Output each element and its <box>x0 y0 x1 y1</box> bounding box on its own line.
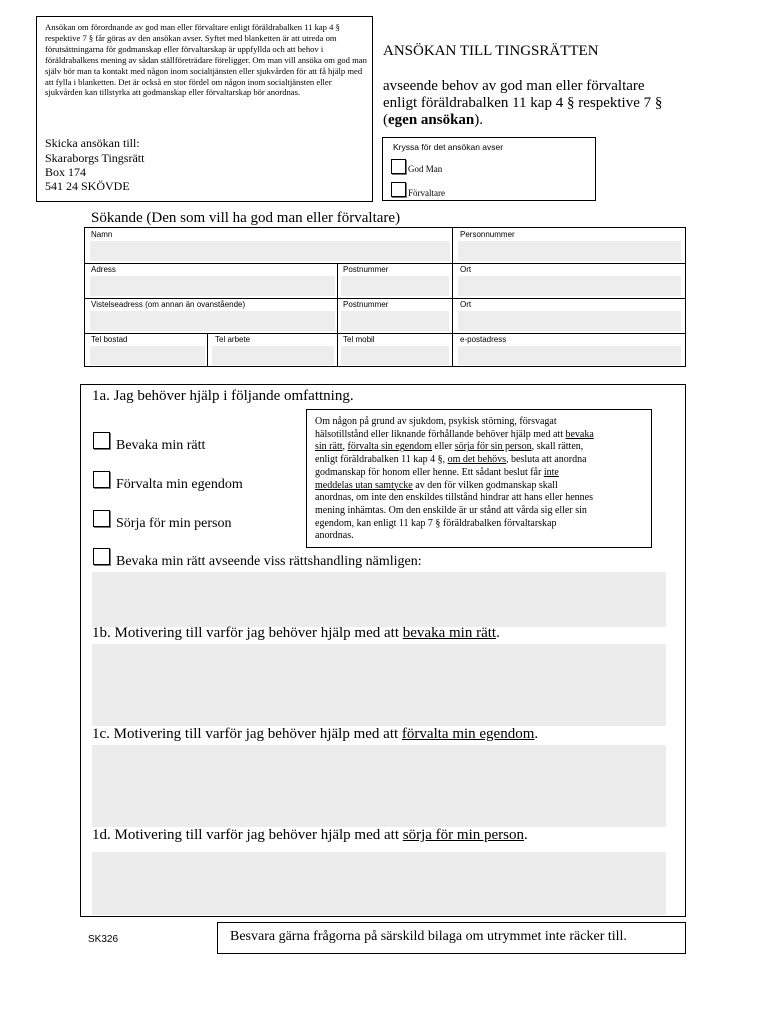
note-underline: inte <box>543 466 559 478</box>
note-text: godmanskap för honom eller henne. Ett sådant beslut får <box>315 466 544 478</box>
note-underline: förvalta sin egendom <box>347 441 432 453</box>
ort2-label: Ort <box>460 300 472 309</box>
note-underline: om det behövs <box>447 454 506 466</box>
q1d-textarea[interactable] <box>92 852 666 915</box>
info-text: Ansökan om förordnande av god man eller förvaltare enligt föräldrabalken 11 kap 4 § respektive 7 § får göras av den ansökan avser. Syftet med blanketten är att utreda om förutsättningarna för godmanskap eller förvaltarskap är uppfyllda och att behov i föräldrabalkens mening av sådan ställföreträdare föreligger. Om man vill ansöka om god man själv bör man ta kontakt med någon inom socialtjänsten eller sjukvården för att få hjälp med att fylla i blanketten. Det är också en stor fördel om någon inom socialtjänsten eller sjukvården kan tillstyrka att godmanskap eller förvaltarskap bör anordnas. <box>45 22 367 98</box>
note-underline: sörja för sin person <box>454 441 532 453</box>
bevaka-label: Bevaka min rätt <box>116 438 206 453</box>
footer-note-box <box>217 922 686 954</box>
sorja-label: Sörja för min person <box>116 516 232 531</box>
applicant-heading: Sökande (Den som vill ha god man eller förvaltare) <box>91 210 401 226</box>
address-field[interactable] <box>90 276 335 296</box>
tel-arbete-field[interactable] <box>212 346 334 365</box>
name-field[interactable] <box>90 241 450 261</box>
note-line <box>315 467 649 480</box>
note-text: , skall rätten, <box>531 441 584 453</box>
viss-rattshandling-textarea[interactable] <box>92 572 666 627</box>
q1c-period: . <box>534 726 539 742</box>
section-1a-heading: 1a. Jag behöver hjälp i följande omfattning. <box>92 388 354 404</box>
vistelseadress-field[interactable] <box>90 311 335 331</box>
tel-bostad-label: Tel bostad <box>91 335 128 344</box>
note-text: eller <box>431 441 455 453</box>
type-box <box>382 137 596 201</box>
footer-note: Besvara gärna frågorna på särskild bilaga om utrymmet inte räcker till. <box>230 929 627 944</box>
question-1c <box>92 726 538 743</box>
paren-close: ). <box>474 112 484 128</box>
forvaltare-checkbox[interactable] <box>391 182 406 197</box>
viss-rattshandling-label: Bevaka min rätt avseende viss rättshandling nämligen: <box>116 554 422 569</box>
note-line: anordnas. <box>315 530 354 542</box>
form-code: SK326 <box>88 934 119 945</box>
note-line: mening inhämtas. Om den enskilde är ur stånd att vårda sig eller sin <box>315 504 587 516</box>
viss-rattshandling-checkbox[interactable] <box>93 548 110 565</box>
tel-mobil-field[interactable] <box>341 346 449 365</box>
subtitle-line-1: avseende behov av god man eller förvaltare <box>383 78 645 94</box>
note-line <box>315 429 649 442</box>
ort2-field[interactable] <box>458 311 681 331</box>
bevaka-checkbox[interactable] <box>93 432 110 449</box>
subtitle-line-3 <box>383 112 483 129</box>
personnummer-field[interactable] <box>458 241 681 261</box>
send-label: Skicka ansökan till: <box>45 136 140 150</box>
note-underline: meddelas utan samtycke <box>315 479 413 491</box>
address-label: Adress <box>91 265 116 274</box>
god-man-label: God Man <box>408 164 443 174</box>
note-underline: sin rätt <box>315 441 343 453</box>
q1d-underlined: sörja för min person <box>402 827 524 843</box>
type-box-label: Kryssa för det ansökan avser <box>393 142 504 152</box>
forvalta-checkbox[interactable] <box>93 471 110 488</box>
email-field[interactable] <box>458 346 681 365</box>
note-line <box>315 454 649 467</box>
note-text: hälsotillstånd eller liknande förhållande behöver hjälp med att <box>315 428 566 440</box>
tel-arbete-label: Tel arbete <box>215 335 251 344</box>
q1c-underlined: förvalta min egendom <box>401 726 535 742</box>
note-line: egendom, kan enligt 11 kap 7 § föräldrabalken förvaltarskap <box>315 517 557 529</box>
paren-open: ( <box>383 112 388 128</box>
email-label: e-postadress <box>460 335 507 344</box>
section-1 <box>80 384 686 917</box>
note-underline: bevaka <box>565 428 594 440</box>
note-text: enligt föräldrabalken 11 kap 4 §, <box>315 454 448 466</box>
note-line: Om någon på grund av sjukdom, psykisk störning, försvagat <box>315 416 557 427</box>
god-man-checkbox[interactable] <box>391 159 406 174</box>
q1d-text: 1d. Motivering till varför jag behöver hjälp med att <box>92 827 403 843</box>
sorja-checkbox[interactable] <box>93 510 110 527</box>
tel-mobil-label: Tel mobil <box>343 335 375 344</box>
legal-note-box <box>306 409 652 548</box>
postnummer2-field[interactable] <box>341 311 449 331</box>
personnummer-label: Personnummer <box>460 230 515 239</box>
ort-label: Ort <box>460 265 472 274</box>
page-title: ANSÖKAN TILL TINGSRÄTTEN <box>383 43 599 59</box>
question-1b <box>92 625 500 642</box>
name-label: Namn <box>91 230 113 239</box>
q1c-textarea[interactable] <box>92 745 666 827</box>
q1c-text: 1c. Motivering till varför jag behöver hjälp med att <box>92 726 402 742</box>
forvaltare-label: Förvaltare <box>408 188 445 198</box>
ort-field[interactable] <box>458 276 681 296</box>
note-text: av den för vilken godmanskap skall <box>412 479 558 491</box>
note-line <box>315 480 649 493</box>
q1b-textarea[interactable] <box>92 644 666 726</box>
postnummer-field[interactable] <box>341 276 449 296</box>
info-box <box>36 16 373 202</box>
postnummer2-label: Postnummer <box>343 300 389 309</box>
court-city: 541 24 SKÖVDE <box>45 179 130 193</box>
court-box: Box 174 <box>45 165 87 179</box>
note-text: , besluta att anordna <box>505 454 587 466</box>
tel-bostad-field[interactable] <box>90 346 205 365</box>
subtitle-line-2: enligt föräldrabalken 11 kap 4 § respektive 7 § <box>383 95 663 111</box>
own-application-label: egen ansökan <box>388 112 475 128</box>
note-line <box>315 441 649 454</box>
postnummer-label: Postnummer <box>343 265 389 274</box>
q1b-underlined: bevaka min rätt <box>402 625 497 641</box>
note-line: anordnas, om inte den enskildes tillstånd hindrar att hans eller hennes <box>315 492 593 504</box>
question-1d <box>92 827 528 844</box>
q1b-period: . <box>496 625 500 641</box>
applicant-table <box>84 227 686 367</box>
q1d-period: . <box>524 827 528 843</box>
court-name: Skaraborgs Tingsrätt <box>45 151 145 165</box>
q1b-text: 1b. Motivering till varför jag behöver hjälp med att <box>92 625 403 641</box>
vistelseadress-label: Vistelseadress (om annan än ovanstående) <box>91 300 246 309</box>
legal-note-text <box>315 416 649 543</box>
note-text: , <box>342 441 348 453</box>
forvalta-label: Förvalta min egendom <box>116 477 243 492</box>
